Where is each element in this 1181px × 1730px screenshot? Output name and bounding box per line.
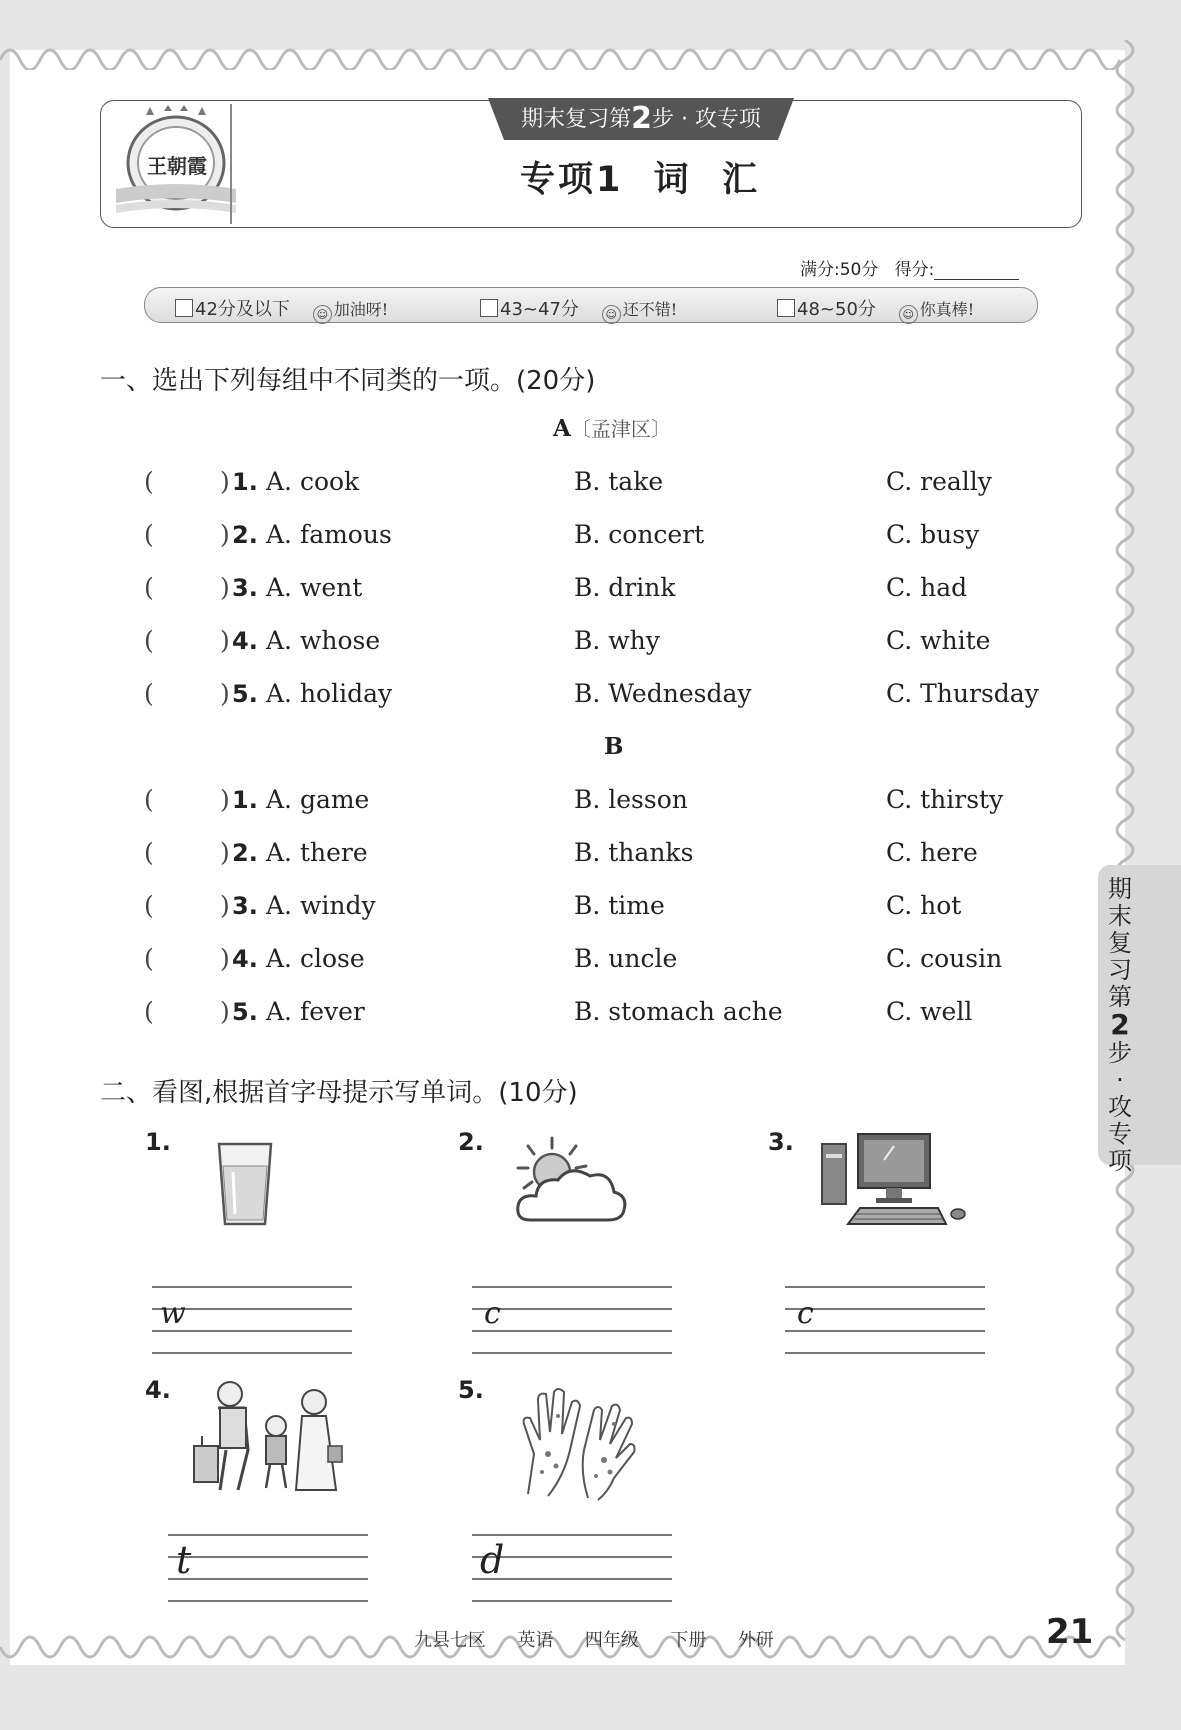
question-row bbox=[140, 520, 1040, 560]
group-a-label bbox=[553, 413, 671, 442]
answer-paren-close: ) bbox=[220, 626, 230, 655]
answer-paren-open[interactable]: ( bbox=[144, 520, 154, 549]
option-b: B. time bbox=[574, 891, 665, 920]
section-1-heading: 一、选出下列每组中不同类的一项。(20分) bbox=[100, 366, 596, 396]
initial-letter-hint: c bbox=[484, 1296, 501, 1331]
wavy-right-border bbox=[1105, 40, 1150, 1660]
question-number: 5. bbox=[232, 680, 258, 708]
option-c: C. thirsty bbox=[886, 785, 1004, 814]
answer-paren-open[interactable]: ( bbox=[144, 997, 154, 1026]
option-a: A. cook bbox=[266, 467, 360, 496]
option-a: A. famous bbox=[266, 520, 392, 549]
option-b: B. concert bbox=[574, 520, 705, 549]
question-row bbox=[140, 838, 1040, 878]
side-tab-prefix: 期末复习第 bbox=[1108, 875, 1132, 1011]
question-number: 4. bbox=[232, 945, 258, 973]
smile-face-icon: ☺ bbox=[602, 305, 621, 324]
got-score-label: 得分: bbox=[894, 260, 935, 280]
option-c: C. really bbox=[886, 467, 992, 496]
page-number: 21 bbox=[1046, 1612, 1094, 1652]
option-c: C. had bbox=[886, 573, 968, 602]
answer-paren-close: ) bbox=[220, 891, 230, 920]
option-b: B. drink bbox=[574, 573, 676, 602]
group-a-letter: A bbox=[553, 415, 571, 442]
option-a: A. fever bbox=[266, 997, 365, 1026]
option-b: B. why bbox=[574, 626, 660, 655]
option-b: B. take bbox=[574, 467, 664, 496]
page-title: 专项1 词 汇 bbox=[519, 160, 761, 200]
question-number: 1. bbox=[232, 786, 258, 814]
picture-question-number: 5. bbox=[458, 1376, 484, 1404]
banner-step-number: 2 bbox=[631, 101, 652, 136]
banner-suffix: 步 · 攻专项 bbox=[651, 107, 761, 132]
level-1-checkbox[interactable] bbox=[175, 299, 193, 317]
answer-paren-close: ) bbox=[220, 838, 230, 867]
wavy-top-border bbox=[0, 30, 1181, 70]
question-row bbox=[140, 626, 1040, 666]
option-c: C. well bbox=[886, 997, 973, 1026]
desktop-computer-icon bbox=[820, 1132, 970, 1228]
initial-letter-hint: c bbox=[797, 1296, 814, 1331]
section-2-heading: 二、看图,根据首字母提示写单词。(10分) bbox=[100, 1078, 578, 1108]
glass-of-water-icon bbox=[215, 1140, 275, 1228]
question-number: 3. bbox=[232, 574, 258, 602]
question-row bbox=[140, 891, 1040, 931]
picture-question-number: 2. bbox=[458, 1128, 484, 1156]
question-number: 1. bbox=[232, 468, 258, 496]
answer-paren-open[interactable]: ( bbox=[144, 838, 154, 867]
score-blank[interactable] bbox=[934, 261, 1019, 280]
question-row bbox=[140, 944, 1040, 984]
banner-prefix: 期末复习第 bbox=[521, 107, 632, 132]
level-1 bbox=[175, 295, 388, 324]
option-c: C. white bbox=[886, 626, 991, 655]
option-a: A. holiday bbox=[266, 679, 393, 708]
option-a: A. close bbox=[266, 944, 365, 973]
level-1-remark: 加油呀! bbox=[333, 300, 389, 319]
answer-lines[interactable] bbox=[472, 1286, 672, 1352]
header-divider bbox=[230, 104, 232, 224]
level-2-remark: 还不错! bbox=[622, 300, 678, 319]
picture-question-number: 4. bbox=[145, 1376, 171, 1404]
family-travel-icon bbox=[190, 1380, 350, 1500]
question-number: 4. bbox=[232, 627, 258, 655]
option-b: B. lesson bbox=[574, 785, 688, 814]
picture-question-number: 1. bbox=[145, 1128, 171, 1156]
score-levels-bar bbox=[144, 287, 1038, 323]
option-b: B. Wednesday bbox=[574, 679, 752, 708]
option-a: A. whose bbox=[266, 626, 381, 655]
question-row bbox=[140, 997, 1040, 1037]
score-line bbox=[800, 255, 1019, 280]
question-number: 5. bbox=[232, 998, 258, 1026]
answer-paren-open[interactable]: ( bbox=[144, 891, 154, 920]
smile-face-icon: ☺ bbox=[899, 305, 918, 324]
answer-paren-close: ) bbox=[220, 520, 230, 549]
group-b-label: B bbox=[604, 733, 624, 760]
option-c: C. here bbox=[886, 838, 978, 867]
level-1-range: 42分及以下 bbox=[195, 299, 290, 320]
answer-paren-close: ) bbox=[220, 679, 230, 708]
level-3 bbox=[777, 295, 974, 324]
footer-text: 九县七区 英语 四年级 下册 外研 bbox=[414, 1630, 774, 1651]
option-a: A. went bbox=[266, 573, 363, 602]
level-3-checkbox[interactable] bbox=[777, 299, 795, 317]
option-c: C. cousin bbox=[886, 944, 1003, 973]
answer-paren-close: ) bbox=[220, 997, 230, 1026]
logo-text: 王朝霞 bbox=[147, 154, 207, 178]
option-c: C. hot bbox=[886, 891, 962, 920]
question-number: 3. bbox=[232, 892, 258, 920]
option-c: C. busy bbox=[886, 520, 980, 549]
question-row bbox=[140, 573, 1040, 613]
side-tab-suffix: 步·攻专项 bbox=[1108, 1039, 1132, 1175]
option-b: B. stomach ache bbox=[574, 997, 783, 1026]
option-a: A. game bbox=[266, 785, 370, 814]
answer-paren-open[interactable]: ( bbox=[144, 467, 154, 496]
answer-paren-close: ) bbox=[220, 944, 230, 973]
answer-paren-close: ) bbox=[220, 785, 230, 814]
side-tab-text bbox=[1105, 876, 1135, 1175]
level-2-checkbox[interactable] bbox=[480, 299, 498, 317]
dirty-hands-icon bbox=[518, 1384, 638, 1502]
question-row bbox=[140, 679, 1040, 719]
option-c: C. Thursday bbox=[886, 679, 1039, 708]
answer-lines[interactable] bbox=[785, 1286, 985, 1352]
initial-letter-hint: t bbox=[176, 1538, 192, 1582]
option-b: B. uncle bbox=[574, 944, 678, 973]
question-number: 2. bbox=[232, 521, 258, 549]
question-row bbox=[140, 785, 1040, 825]
option-b: B. thanks bbox=[574, 838, 694, 867]
answer-paren-close: ) bbox=[220, 467, 230, 496]
side-tab-step: 2 bbox=[1110, 1008, 1130, 1041]
initial-letter-hint: d bbox=[480, 1538, 505, 1582]
step-banner-text bbox=[488, 98, 794, 140]
level-3-remark: 你真棒! bbox=[919, 300, 975, 319]
answer-paren-open[interactable]: ( bbox=[144, 626, 154, 655]
answer-paren-open[interactable]: ( bbox=[144, 785, 154, 814]
smile-face-icon: ☺ bbox=[313, 305, 332, 324]
answer-paren-open[interactable]: ( bbox=[144, 679, 154, 708]
initial-letter-hint: w bbox=[160, 1296, 186, 1331]
option-a: A. windy bbox=[266, 891, 376, 920]
level-2 bbox=[480, 295, 677, 324]
picture-question-number: 3. bbox=[768, 1128, 794, 1156]
level-2-range: 43~47分 bbox=[500, 299, 579, 320]
answer-lines[interactable] bbox=[168, 1534, 368, 1600]
question-row bbox=[140, 467, 1040, 507]
full-score-label: 满分:50分 bbox=[800, 260, 879, 280]
answer-paren-close: ) bbox=[220, 573, 230, 602]
answer-paren-open[interactable]: ( bbox=[144, 944, 154, 973]
option-a: A. there bbox=[266, 838, 368, 867]
question-number: 2. bbox=[232, 839, 258, 867]
sun-behind-cloud-icon bbox=[510, 1134, 628, 1226]
group-a-note: 〔孟津区〕 bbox=[570, 417, 671, 441]
answer-paren-open[interactable]: ( bbox=[144, 573, 154, 602]
level-3-range: 48~50分 bbox=[797, 299, 876, 320]
